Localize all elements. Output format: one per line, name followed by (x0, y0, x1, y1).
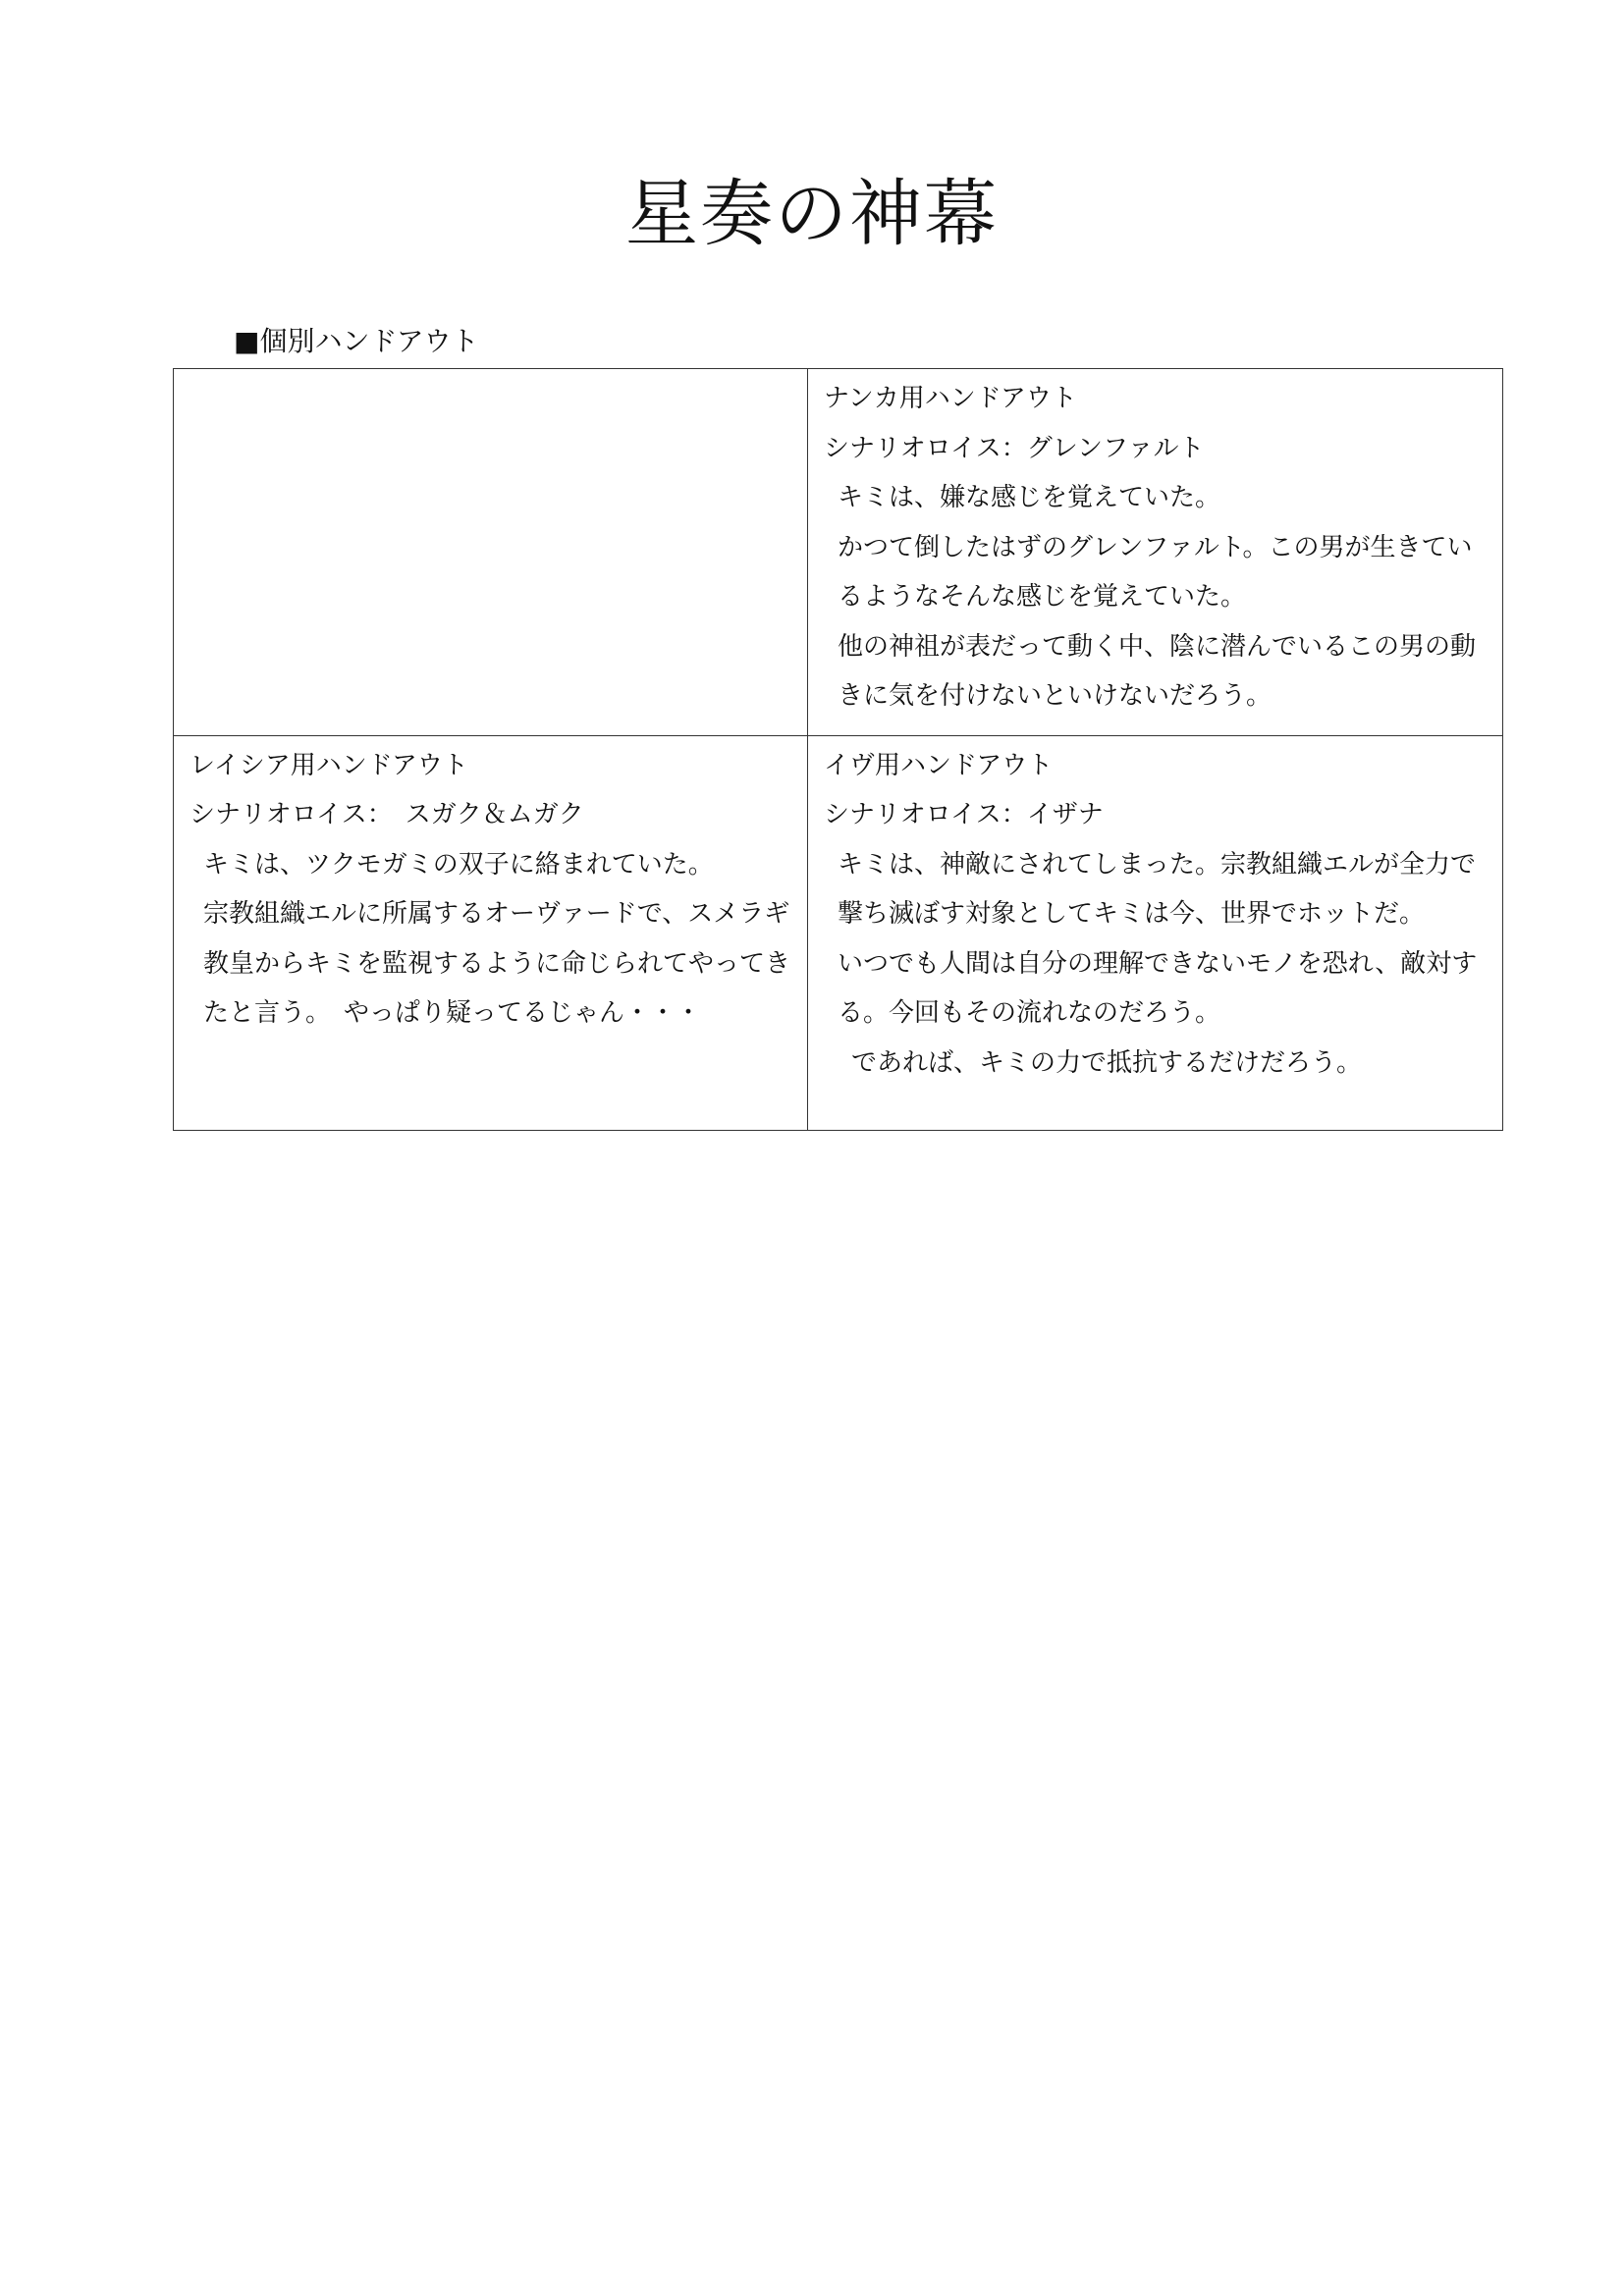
handout-row-top (174, 369, 1503, 736)
handout-cell-iv (808, 735, 1503, 1130)
document-title: 星奏の神幕 (625, 171, 999, 256)
handout-cell-leisia (174, 735, 808, 1130)
handout-row-bottom (174, 735, 1503, 1130)
handout-body-nanka-1: キミは、嫌な感じを覚えていた。 (838, 483, 1221, 512)
handout-body-leisia-1: キミは、ツクモガミの双子に絡まれていた。 (203, 849, 714, 880)
handout-cell-nanka (808, 369, 1503, 736)
handout-heading-leisia: レイシア用ハンドアウト (189, 750, 468, 780)
handout-heading-nanka: ナンカ用ハンドアウト (824, 384, 1077, 413)
handout-table (173, 368, 1503, 1131)
handout-body-iv-2: いつでも人間は自分の理解できないモノを恐れ、敵対する。今回もその流れなのだろう。 (838, 948, 1478, 1028)
scenario-lois-nanka: シナリオロイス：グレンファルト (824, 433, 1205, 463)
handout-body-iv-3: であれば、キミの力で抵抗するだけだろう。 (851, 1047, 1363, 1078)
handout-body-leisia-2: 宗教組織エルに所属するオーヴァードで、スメラギ教皇からキミを監視するように命じられてやってきたと言う。 やっぱり疑ってるじゃん・・・ (203, 899, 791, 1028)
handout-heading-iv: イヴ用ハンドアウト (824, 750, 1054, 780)
scenario-lois-leisia: シナリオロイス： スガク＆ムガク (189, 800, 584, 829)
scenario-lois-iv: シナリオロイス：イザナ (824, 800, 1104, 829)
handout-body-iv-1: キミは、神敵にされてしまった。宗教組織エルが全力で撃ち滅ぼす対象としてキミは今、世界でホットだ。 (838, 849, 1477, 929)
section-label: ■個別ハンドアウト (234, 325, 479, 357)
handout-body-nanka-2: かつて倒したはずのグレンファルト。この男が生きているようなそんな感じを覚えていた。 (838, 532, 1473, 612)
handout-cell-empty (174, 369, 808, 736)
handout-body-nanka-3: 他の神祖が表だって動く中、陰に潜んでいるこの男の動きに気を付けないといけないだろう。 (838, 631, 1477, 711)
